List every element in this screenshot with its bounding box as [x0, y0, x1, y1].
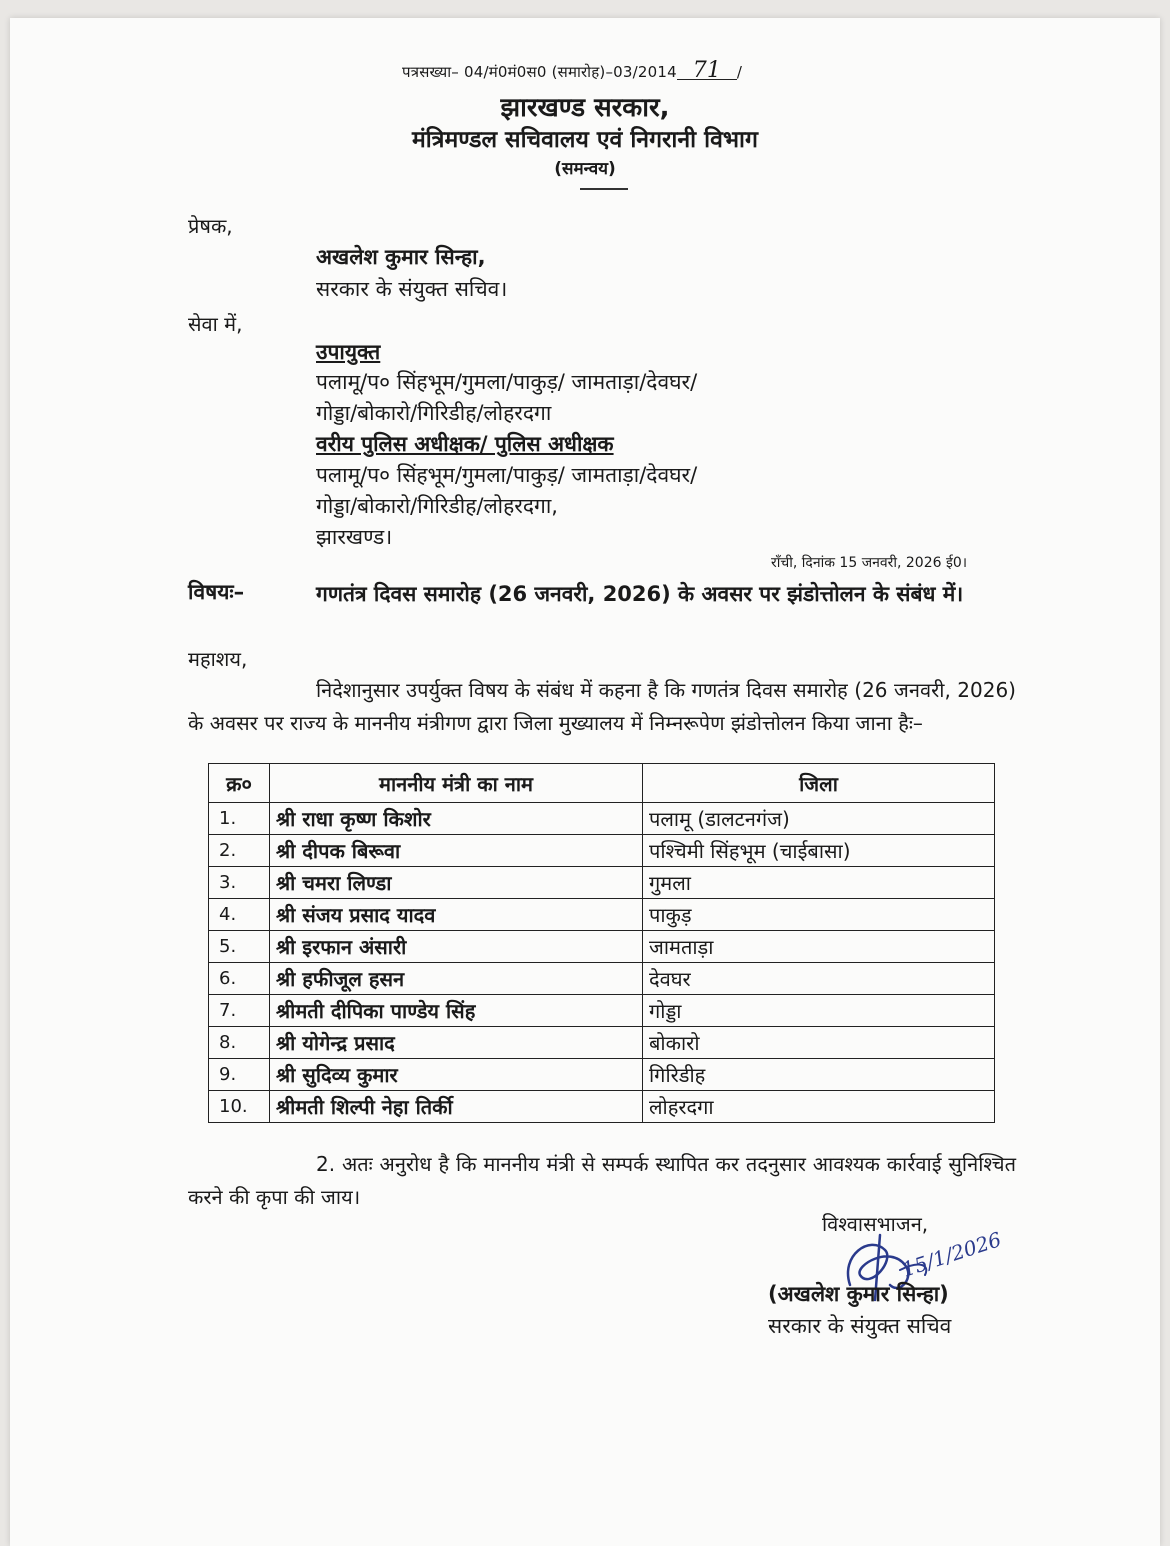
row-serial: 10. — [209, 1091, 270, 1123]
table-row — [209, 835, 995, 867]
salutation: महाशय, — [188, 647, 248, 671]
row-serial: 6. — [209, 963, 270, 995]
request-paragraph: 2. अतः अनुरोध है कि माननीय मंत्री से सम्पर्क स्थापित कर तदनुसार आवश्यक कार्रवाई सुनिश्चित करने की कृपा की जाय। — [188, 1152, 1016, 1209]
signature-date: 15/1/2026 — [899, 1227, 1005, 1282]
row-district: पलामू (डालटनगंज) — [643, 803, 995, 835]
row-serial: 1. — [209, 803, 270, 835]
table-row — [209, 1091, 995, 1123]
row-district: गुमला — [643, 867, 995, 899]
government-heading: झारखण्ड सरकार, — [500, 93, 670, 123]
closing-text: विश्वासभाजन, — [822, 1212, 929, 1236]
recipient2-line3: झारखण्ड। — [316, 525, 393, 549]
table-row — [209, 995, 995, 1027]
row-serial: 4. — [209, 899, 270, 931]
signatory-designation: सरकार के संयुक्त सचिव — [768, 1314, 952, 1338]
sender-designation: सरकार के संयुक्त सचिव। — [316, 277, 508, 301]
row-district: लोहरदगा — [643, 1091, 995, 1123]
reference-number: पत्रसख्या– 04/मं0मं0स0 (समारोह)–03/2014 71 / — [402, 58, 743, 83]
table-row — [209, 931, 995, 963]
recipient1-line2: गोड्डा/बोकारो/गिरिडीह/लोहरदगा — [316, 401, 552, 425]
row-district: जामताड़ा — [643, 931, 995, 963]
header-district: जिला — [643, 764, 995, 803]
row-minister-name: श्री इरफान अंसारी — [270, 931, 643, 963]
section-heading: (समन्वय) — [554, 159, 616, 179]
row-minister-name: श्रीमती शिल्पी नेहा तिर्की — [270, 1091, 643, 1123]
heading-divider — [580, 188, 628, 190]
recipient1-title: उपायुक्त — [316, 340, 381, 364]
table-row — [209, 803, 995, 835]
header-minister-name: माननीय मंत्री का नाम — [270, 764, 643, 803]
row-serial: 7. — [209, 995, 270, 1027]
row-district: बोकारो — [643, 1027, 995, 1059]
row-serial: 2. — [209, 835, 270, 867]
row-district: गिरिडीह — [643, 1059, 995, 1091]
table-row — [209, 1027, 995, 1059]
handwritten-ref-number: 71 — [677, 63, 737, 80]
recipient2-title: वरीय पुलिस अधीक्षक/ पुलिस अधीक्षक — [316, 432, 614, 456]
sender-name: अखलेश कुमार सिन्हा, — [316, 245, 486, 269]
table-row — [209, 899, 995, 931]
to-label: सेवा में, — [188, 312, 243, 336]
header-serial: क्र० — [209, 764, 270, 803]
row-minister-name: श्री संजय प्रसाद यादव — [270, 899, 643, 931]
row-serial: 8. — [209, 1027, 270, 1059]
row-serial: 9. — [209, 1059, 270, 1091]
row-minister-name: श्री चमरा लिण्डा — [270, 867, 643, 899]
signatory-name: (अखलेश कुमार सिन्हा) — [768, 1282, 949, 1306]
row-minister-name: श्री दीपक बिरूवा — [270, 835, 643, 867]
row-district: गोड्डा — [643, 995, 995, 1027]
ministers-table — [208, 763, 995, 1123]
row-minister-name: श्री हफीजूल हसन — [270, 963, 643, 995]
recipient1-line1: पलामू/प० सिंहभूम/गुमला/पाकुड़/ जामताड़ा/देवघर/ — [316, 370, 698, 394]
recipient2-line1: पलामू/प० सिंहभूम/गुमला/पाकुड़/ जामताड़ा/देवघर/ — [316, 463, 698, 487]
sender-label: प्रेषक, — [188, 214, 233, 238]
table-row — [209, 867, 995, 899]
body-paragraph: निदेशानुसार उपर्युक्त विषय के संबंध में कहना है कि गणतंत्र दिवस समारोह (26 जनवरी, 2026) के अवसर पर राज्य के माननीय मंत्रीगण द्वारा जिला मुख्यालय में निम्नरूपेण झंडोत्तोलन किया जाना हैः– — [188, 678, 1016, 735]
letter-date: राँची, दिनांक 15 जनवरी, 2026 ई0। — [771, 555, 968, 571]
row-minister-name: श्री योगेन्द्र प्रसाद — [270, 1027, 643, 1059]
row-minister-name: श्री राधा कृष्ण किशोर — [270, 803, 643, 835]
row-serial: 5. — [209, 931, 270, 963]
subject-text: गणतंत्र दिवस समारोह (26 जनवरी, 2026) के अवसर पर झंडोत्तोलन के संबंध में। — [316, 582, 964, 606]
table-header-row — [209, 764, 995, 803]
row-district: पश्चिमी सिंहभूम (चाईबासा) — [643, 835, 995, 867]
row-minister-name: श्रीमती दीपिका पाण्डेय सिंह — [270, 995, 643, 1027]
department-heading: मंत्रिमण्डल सचिवालय एवं निगरानी विभाग — [412, 127, 758, 153]
table-row — [209, 963, 995, 995]
recipient2-line2: गोड्डा/बोकारो/गिरिडीह/लोहरदगा, — [316, 494, 558, 518]
table-row — [209, 1059, 995, 1091]
row-district: पाकुड़ — [643, 899, 995, 931]
subject-label: विषयः– — [188, 580, 245, 604]
row-serial: 3. — [209, 867, 270, 899]
row-district: देवघर — [643, 963, 995, 995]
row-minister-name: श्री सुदिव्य कुमार — [270, 1059, 643, 1091]
